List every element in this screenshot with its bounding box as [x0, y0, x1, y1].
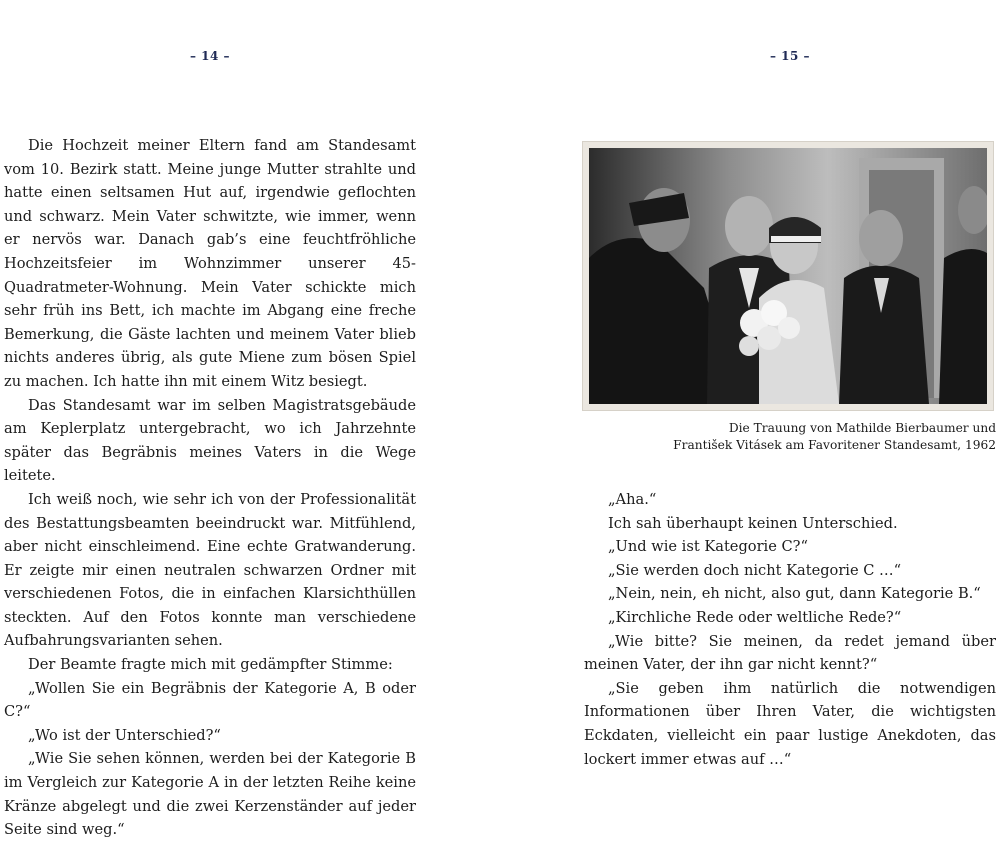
paragraph: Die Hochzeit meiner Eltern fand am Standesamt vom 10. Bezirk statt. Meine junge Mutter strahlte und hatte einen seltsamen Hut auf, irgendwie geflochten und schwarz. Mein Vater schwitzte, wie immer, wenn er nervös war. Danach gab’s eine feuchtfröhliche Hochzeitsfeier im Wohnzimmer unserer 45-Quadratmeter-Wohnung. Mein Vater schickte mich sehr früh ins Bett, ich machte im Abgang eine freche Bemerkung, die Gäste lachten und meinem Vater blieb nichts anderes übrig, als gute Miene zum bösen Spiel zu machen. Ich hatte ihn mit einem Witz besiegt.	[4, 137, 416, 390]
wedding-photo	[582, 141, 994, 411]
caption-line: Die Trauung von Mathilde Bierbaumer und	[728, 421, 996, 435]
paragraph: Ich weiß noch, wie sehr ich von der Professionalität des Bestattungsbeamten beeindruckt war. Mitfühlend, aber nicht einschleimend. Eine echte Gratwanderung. Er zeigte mir einen neutralen schwarzen Ordner mit verschiedenen Fotos, die in einfachen Klarsichthüllen steckten. Auf den Fotos konnte man verschiedene Aufbahrungsvarianten sehen.	[4, 490, 416, 650]
wedding-photo-image	[589, 148, 987, 404]
paragraph: Das Standesamt war im selben Magistratsgebäude am Keplerplatz untergebracht, wo ich Jahrzehnte später das Begräbnis meines Vaters in die Wege leitete.	[4, 396, 416, 485]
page-number-right: – 15 –	[770, 49, 811, 63]
paragraph: „Sie werden doch nicht Kategorie C …“	[608, 561, 902, 579]
right-page-text	[584, 488, 996, 771]
paragraph: „Wie Sie sehen können, werden bei der Kategorie B im Vergleich zur Kategorie A in der letzten Reihe keine Kränze abgelegt und die zwei Kerzenständer auf jeder Seite sind weg.“	[4, 750, 416, 839]
paragraph: „Und wie ist Kategorie C?“	[608, 538, 808, 556]
page-number-left: – 14 –	[190, 49, 231, 63]
paragraph: „Wollen Sie ein Begräbnis der Kategorie A, B oder C?“	[4, 679, 416, 721]
paragraph: „Nein, nein, eh nicht, also gut, dann Kategorie B.“	[608, 585, 981, 603]
left-page-text	[4, 134, 416, 842]
paragraph: „Sie geben ihm natürlich die notwendigen Informationen über Ihren Vater, die wichtigsten Eckdaten, vielleicht ein paar lustige Anekdoten, das lockert immer etwas auf …“	[584, 679, 996, 768]
paragraph: „Wie bitte? Sie meinen, da redet jemand über meinen Vater, der ihn gar nicht kennt?“	[584, 632, 996, 674]
paragraph: Der Beamte fragte mich mit gedämpfter Stimme:	[28, 656, 393, 674]
caption-line: František Vitásek am Favoritener Standesamt, 1962	[673, 438, 996, 452]
paragraph: „Aha.“	[608, 491, 657, 508]
paragraph: Ich sah überhaupt keinen Unterschied.	[608, 514, 898, 532]
photo-caption	[582, 420, 996, 454]
paragraph: „Wo ist der Unterschied?“	[28, 726, 221, 744]
paragraph: „Kirchliche Rede oder weltliche Rede?“	[608, 608, 902, 626]
